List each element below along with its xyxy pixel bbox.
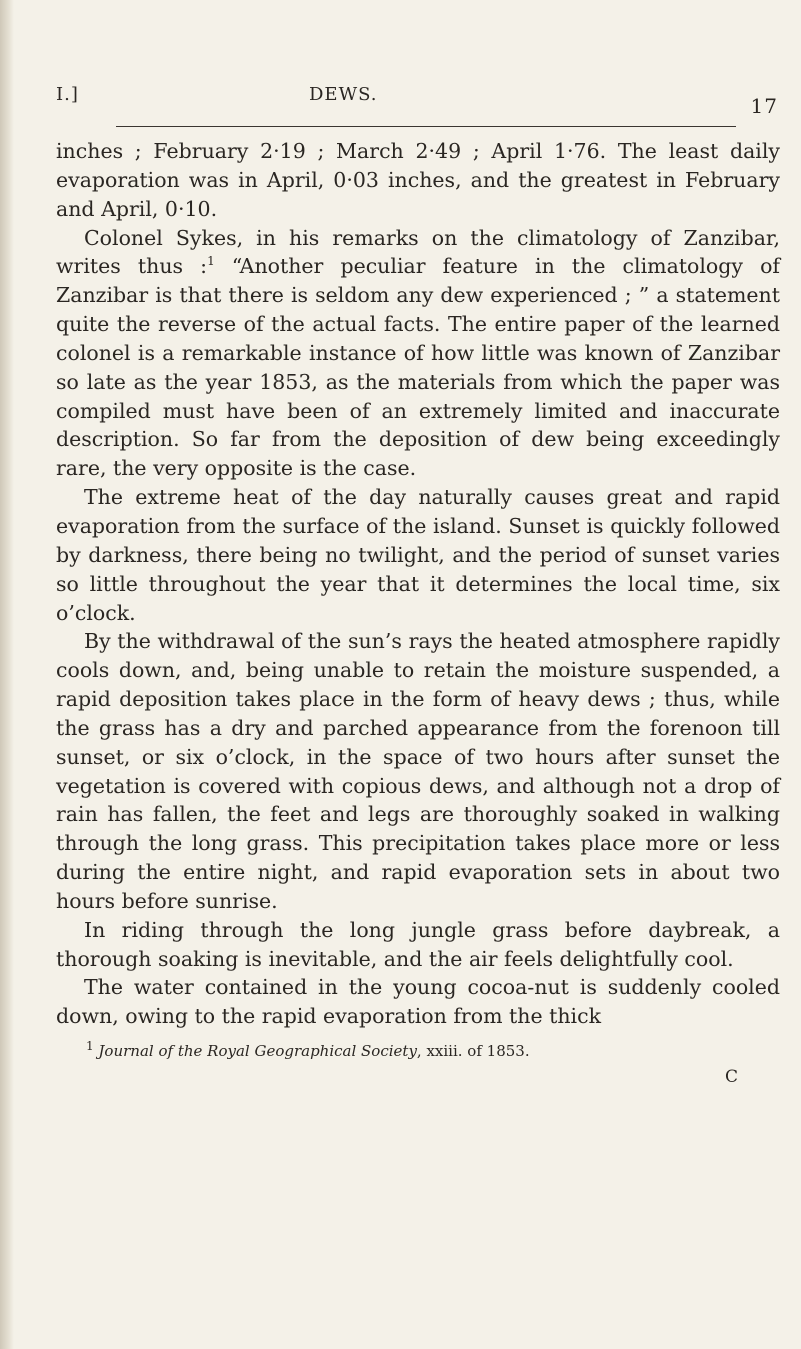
body-text <box>56 137 780 1031</box>
paragraph-text: “Another peculiar feature in the climatology of Zanzibar is that there is seldom any dew experienced ; ” a statement quite the reverse of the actual facts. The entire paper of the learned colonel is a remarkable instance of how little was known of Zanzibar so late as the year 1853, as the materials from which the paper was compiled must have been of an extremely limited and inaccurate description. So far from the deposition of dew being exceedingly rare, the very opposite is the case. <box>56 254 780 481</box>
header-rule <box>116 126 736 127</box>
paragraph <box>56 224 780 484</box>
page-binding-edge <box>0 0 14 1349</box>
paragraph-text: Colonel Sykes, in his remarks on the climatology of Zanzibar, writes thus : <box>56 225 780 279</box>
footnote-reference: 1 <box>207 254 215 269</box>
footnote-mark: 1 <box>86 1039 94 1054</box>
footnote <box>56 1041 780 1061</box>
page-number: 17 <box>750 94 778 118</box>
paragraph: The extreme heat of the day naturally causes great and rapid evaporation from the surface of the island. Sunset is quickly followed by darkness, there being no twilight, and the period of sunset varies so little throughout the year that it determines the local time, six o’clock. <box>56 485 780 625</box>
book-page <box>56 78 780 1087</box>
paragraph: The water contained in the young cocoa-nut is suddenly cooled down, owing to the rapid evaporation from the thick <box>56 975 780 1029</box>
chapter-number: I.] <box>56 84 79 105</box>
running-head <box>56 78 780 118</box>
paragraph: inches ; February 2·19 ; March 2·49 ; April 1·76. The least daily evaporation was in April, 0·03 inches, and the greatest in February and April, 0·10. <box>56 139 780 221</box>
footnote-detail: , xxiii. of 1853. <box>416 1042 530 1061</box>
paragraph: By the withdrawal of the sun’s rays the heated atmosphere rapidly cools down, and, being unable to retain the moisture suspended, a rapid deposition takes place in the form of heavy dews ; thus, while the grass has a dry and parched appearance from the forenoon till sunset, or six o’clock, in the space of two hours after sunset the vegetation is covered with copious dews, and although not a drop of rain has fallen, the feet and legs are thoroughly soaked in walking through the long grass. This precipitation takes place more or less during the entire night, and rapid evaporation sets in about two hours before sunrise. <box>56 629 780 913</box>
paragraph: In riding through the long jungle grass before daybreak, a thorough soaking is inevitable, and the air feels delightfully cool. <box>56 917 780 971</box>
signature-mark: C <box>724 1067 738 1088</box>
footnote-source: Journal of the Royal Geographical Society <box>98 1042 417 1061</box>
running-title: DEWS. <box>309 84 378 105</box>
